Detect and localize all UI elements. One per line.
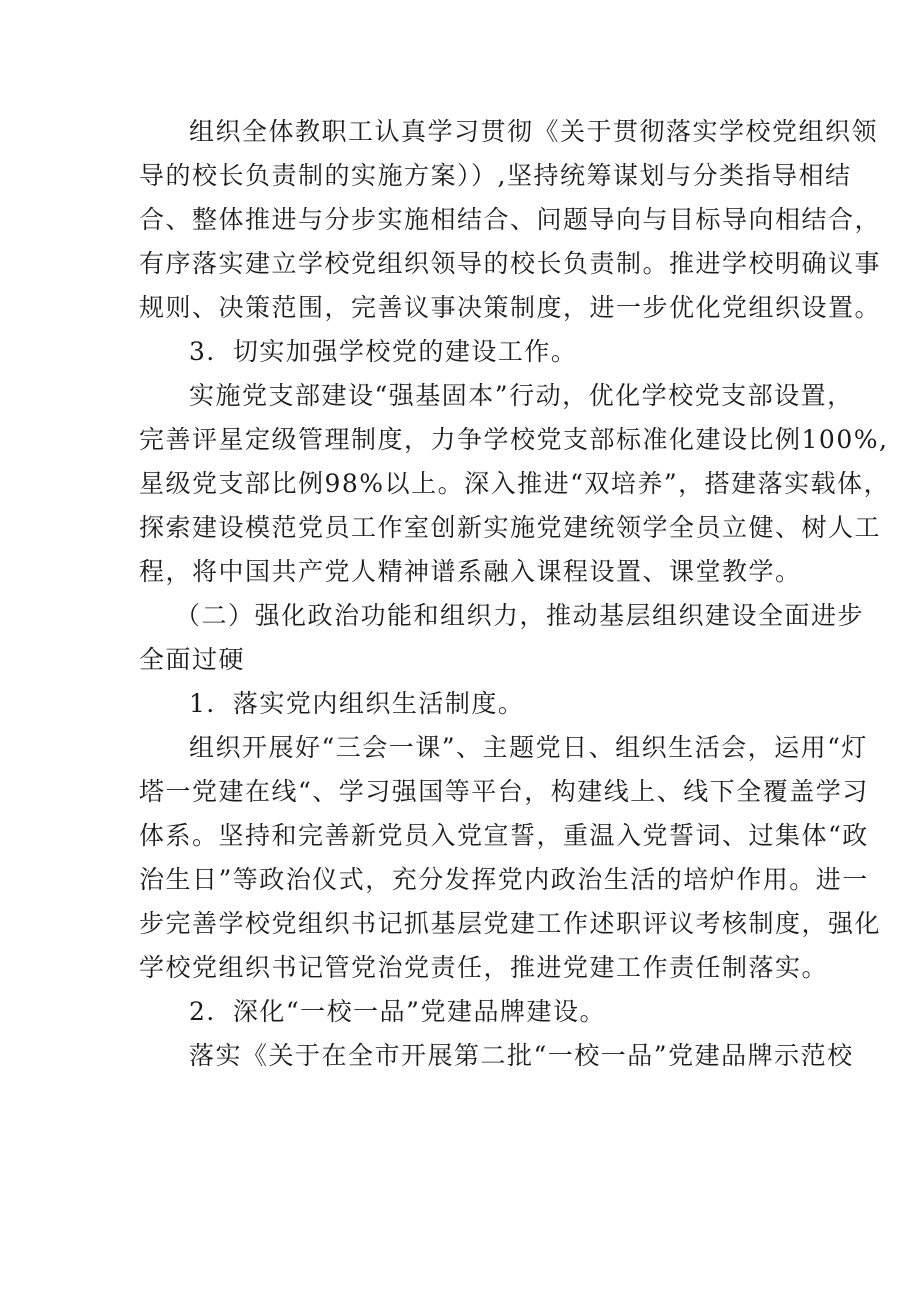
text-line: 塔一党建在线“、学习强国等平台，构建线上、线下全覆盖学习	[139, 777, 869, 806]
text-line: 组织全体教职工认真学习贯彻《关于贯彻落实学校党组织领	[189, 117, 879, 146]
text-line: 完善评星定级管理制度，力争学校党支部标准化建设比例100%,	[139, 425, 889, 454]
section-heading-2	[139, 594, 865, 682]
paragraph-principal-responsibility	[139, 110, 882, 330]
subheading-3	[139, 330, 789, 374]
subheading-1	[139, 682, 789, 726]
text-line: 全面过硬	[139, 645, 246, 674]
text-line: 实施党支部建设“强基固本”行动，优化学校党支部设置，	[189, 381, 854, 410]
text-line: 导的校长负责制的实施方案））,坚持统筹谋划与分类指导相结	[139, 161, 852, 190]
text-line: 2．深化“一校一品”党建品牌建设。	[189, 997, 606, 1026]
text-line: 1．落实党内组织生活制度。	[189, 689, 525, 718]
text-line: 合、整体推进与分步实施相结合、问题导向与目标导向相结合，	[139, 205, 882, 234]
text-line: 规则、决策范围，完善议事决策制度，进一步优化党组织设置。	[139, 293, 882, 322]
subheading-2	[139, 990, 789, 1034]
text-line: 探索建设模范党员工作室创新实施党建统领学全员立健、树人工	[139, 513, 882, 542]
document-body	[139, 110, 891, 1078]
text-line: 星级党支部比例98%以上。深入推进“双培养”，搭建落实载体，	[139, 469, 891, 498]
text-line: （二）强化政治功能和组织力，推动基层组织建设全面进步	[175, 601, 865, 630]
text-line: 步完善学校党组织书记抓基层党建工作述职评议考核制度，强化	[139, 909, 882, 938]
text-line: 有序落实建立学校党组织领导的校长负责制。推进学校明确议事	[139, 249, 882, 278]
paragraph-brand-building	[139, 1034, 854, 1078]
paragraph-party-branch	[139, 374, 891, 594]
text-line: 体系。坚持和完善新党员入党宣誓，重温入党誓词、过集体“政	[139, 821, 869, 850]
text-line: 程，将中国共产党人精神谱系融入课程设置、课堂教学。	[139, 557, 802, 586]
text-line: 组织开展好“三会一课”、主题党日、组织生活会，运用“灯	[189, 733, 868, 762]
text-line: 治生日”等政治仪式，充分发挥党内政治生活的培炉作用。进一	[139, 865, 869, 894]
text-line: 落实《关于在全市开展第二批“一校一品”党建品牌示范校	[189, 1041, 854, 1070]
paragraph-organization-life	[139, 726, 882, 990]
text-line: 学校党组织书记管党治党责任，推进党建工作责任制落实。	[139, 953, 829, 982]
text-line: 3．切实加强学校党的建设工作。	[189, 337, 578, 366]
